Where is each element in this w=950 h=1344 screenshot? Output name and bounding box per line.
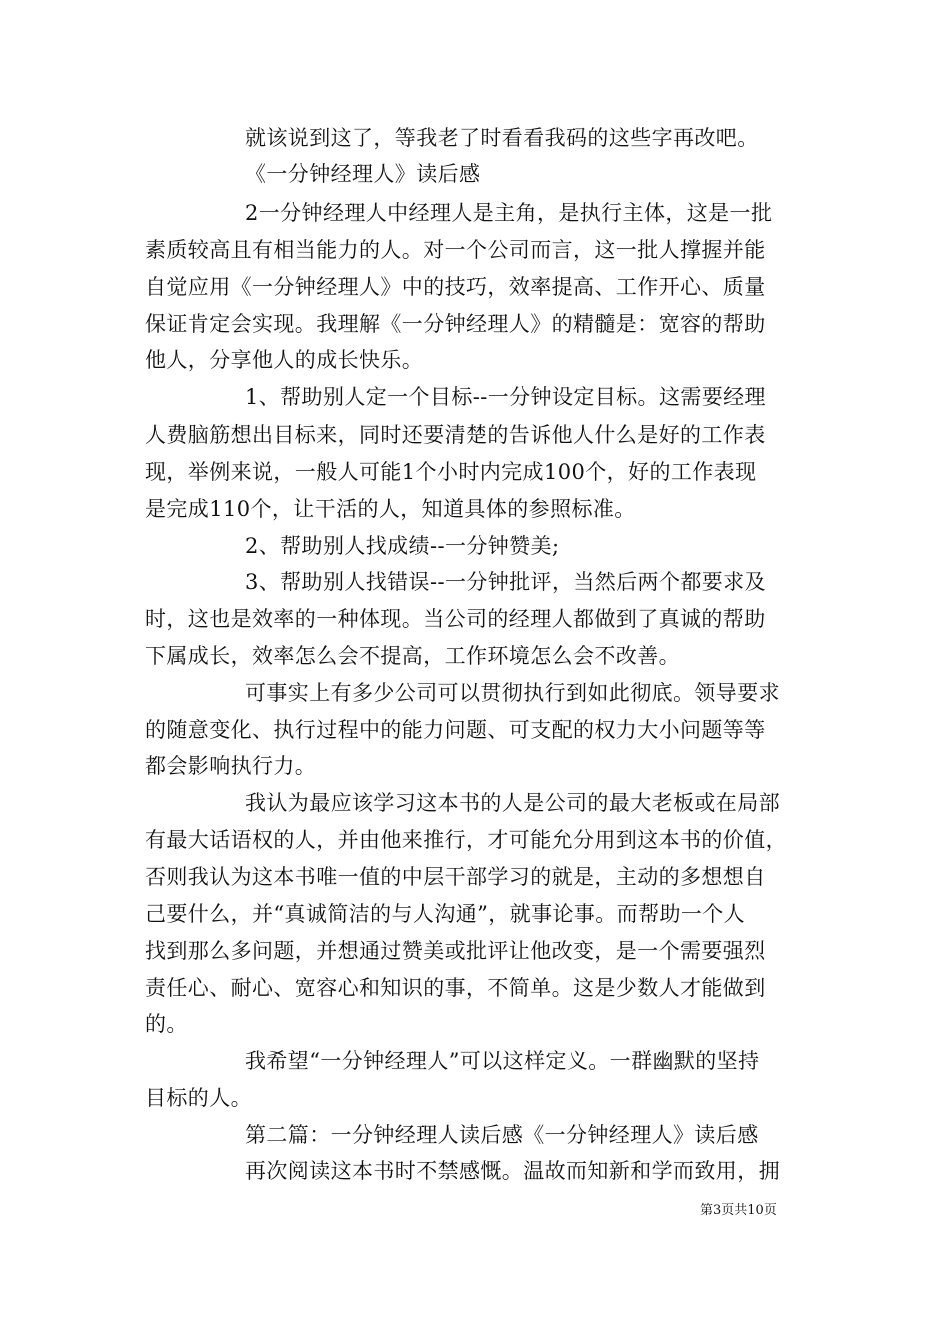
text-line: 素质较高且有相当能力的人。对一个公司而言，这一批人撑握并能 (145, 238, 766, 262)
text-line: 我希望“一分钟经理人”可以这样定义。一群幽默的坚持 (245, 1049, 760, 1073)
text-line: 找到那么多问题，并想通过赞美或批评让他改变，是一个需要强烈 (145, 939, 766, 963)
text-line: 自觉应用《一分钟经理人》中的技巧，效率提高、工作开心、质量 (145, 275, 766, 299)
text-line: 否则我认为这本书唯一值的中层干部学习的就是，主动的多想想自 (145, 865, 766, 889)
text-line: 都会影响执行力。 (145, 754, 317, 778)
text-line: 就该说到这了，等我老了时看看我码的这些字再改吧。 (245, 126, 759, 150)
text-line: 人费脑筋想出目标来，同时还要清楚的告诉他人什么是好的工作表 (145, 423, 766, 447)
text-line: 3、帮助别人找错误--一分钟批评，当然后两个都要求及 (245, 570, 766, 594)
text-line: 第二篇：一分钟经理人读后感《一分钟经理人》读后感 (245, 1123, 759, 1147)
text-line: 《一分钟经理人》读后感 (245, 162, 481, 186)
text-line: 责任心、耐心、宽容心和知识的事，不简单。这是少数人才能做到 (145, 976, 766, 1000)
page-number: 第3页共10页 (700, 1203, 777, 1218)
text-line: 下属成长，效率怎么会不提高，工作环境怎么会不改善。 (145, 644, 680, 668)
text-line: 保证肯定会实现。我理解《一分钟经理人》的精髓是：宽容的帮助 (145, 312, 766, 336)
text-line: 可事实上有多少公司可以贯彻执行到如此彻底。领导要求 (245, 681, 780, 705)
text-line: 2一分钟经理人中经理人是主角，是执行主体，这是一批 (245, 201, 773, 225)
text-line: 1、帮助别人定一个目标--一分钟设定目标。这需要经理 (245, 385, 766, 409)
text-line: 目标的人。 (145, 1086, 252, 1110)
text-line: 是完成110个，让干活的人，知道具体的参照标准。 (145, 497, 636, 521)
text-line: 的。 (145, 1012, 188, 1036)
text-line: 他人，分享他人的成长快乐。 (145, 348, 424, 372)
text-line: 现，举例来说，一般人可能1个小时内完成100个，好的工作表现 (145, 460, 757, 484)
text-line: 己要什么，并“真诚简洁的与人沟通”，就事论事。而帮助一个人 (145, 902, 746, 926)
text-line: 我认为最应该学习这本书的人是公司的最大老板或在局部 (245, 791, 780, 815)
text-line: 的随意变化、执行过程中的能力问题、可支配的权力大小问题等等 (145, 718, 766, 742)
text-line: 再次阅读这本书时不禁感慨。温故而知新和学而致用，拥 (245, 1159, 780, 1183)
text-line: 有最大话语权的人，并由他来推行，才可能允分用到这本书的价值， (145, 828, 787, 852)
text-line: 2、帮助别人找成绩--一分钟赞美; (245, 534, 560, 558)
text-line: 时，这也是效率的一种体现。当公司的经理人都做到了真诚的帮助 (145, 607, 766, 631)
